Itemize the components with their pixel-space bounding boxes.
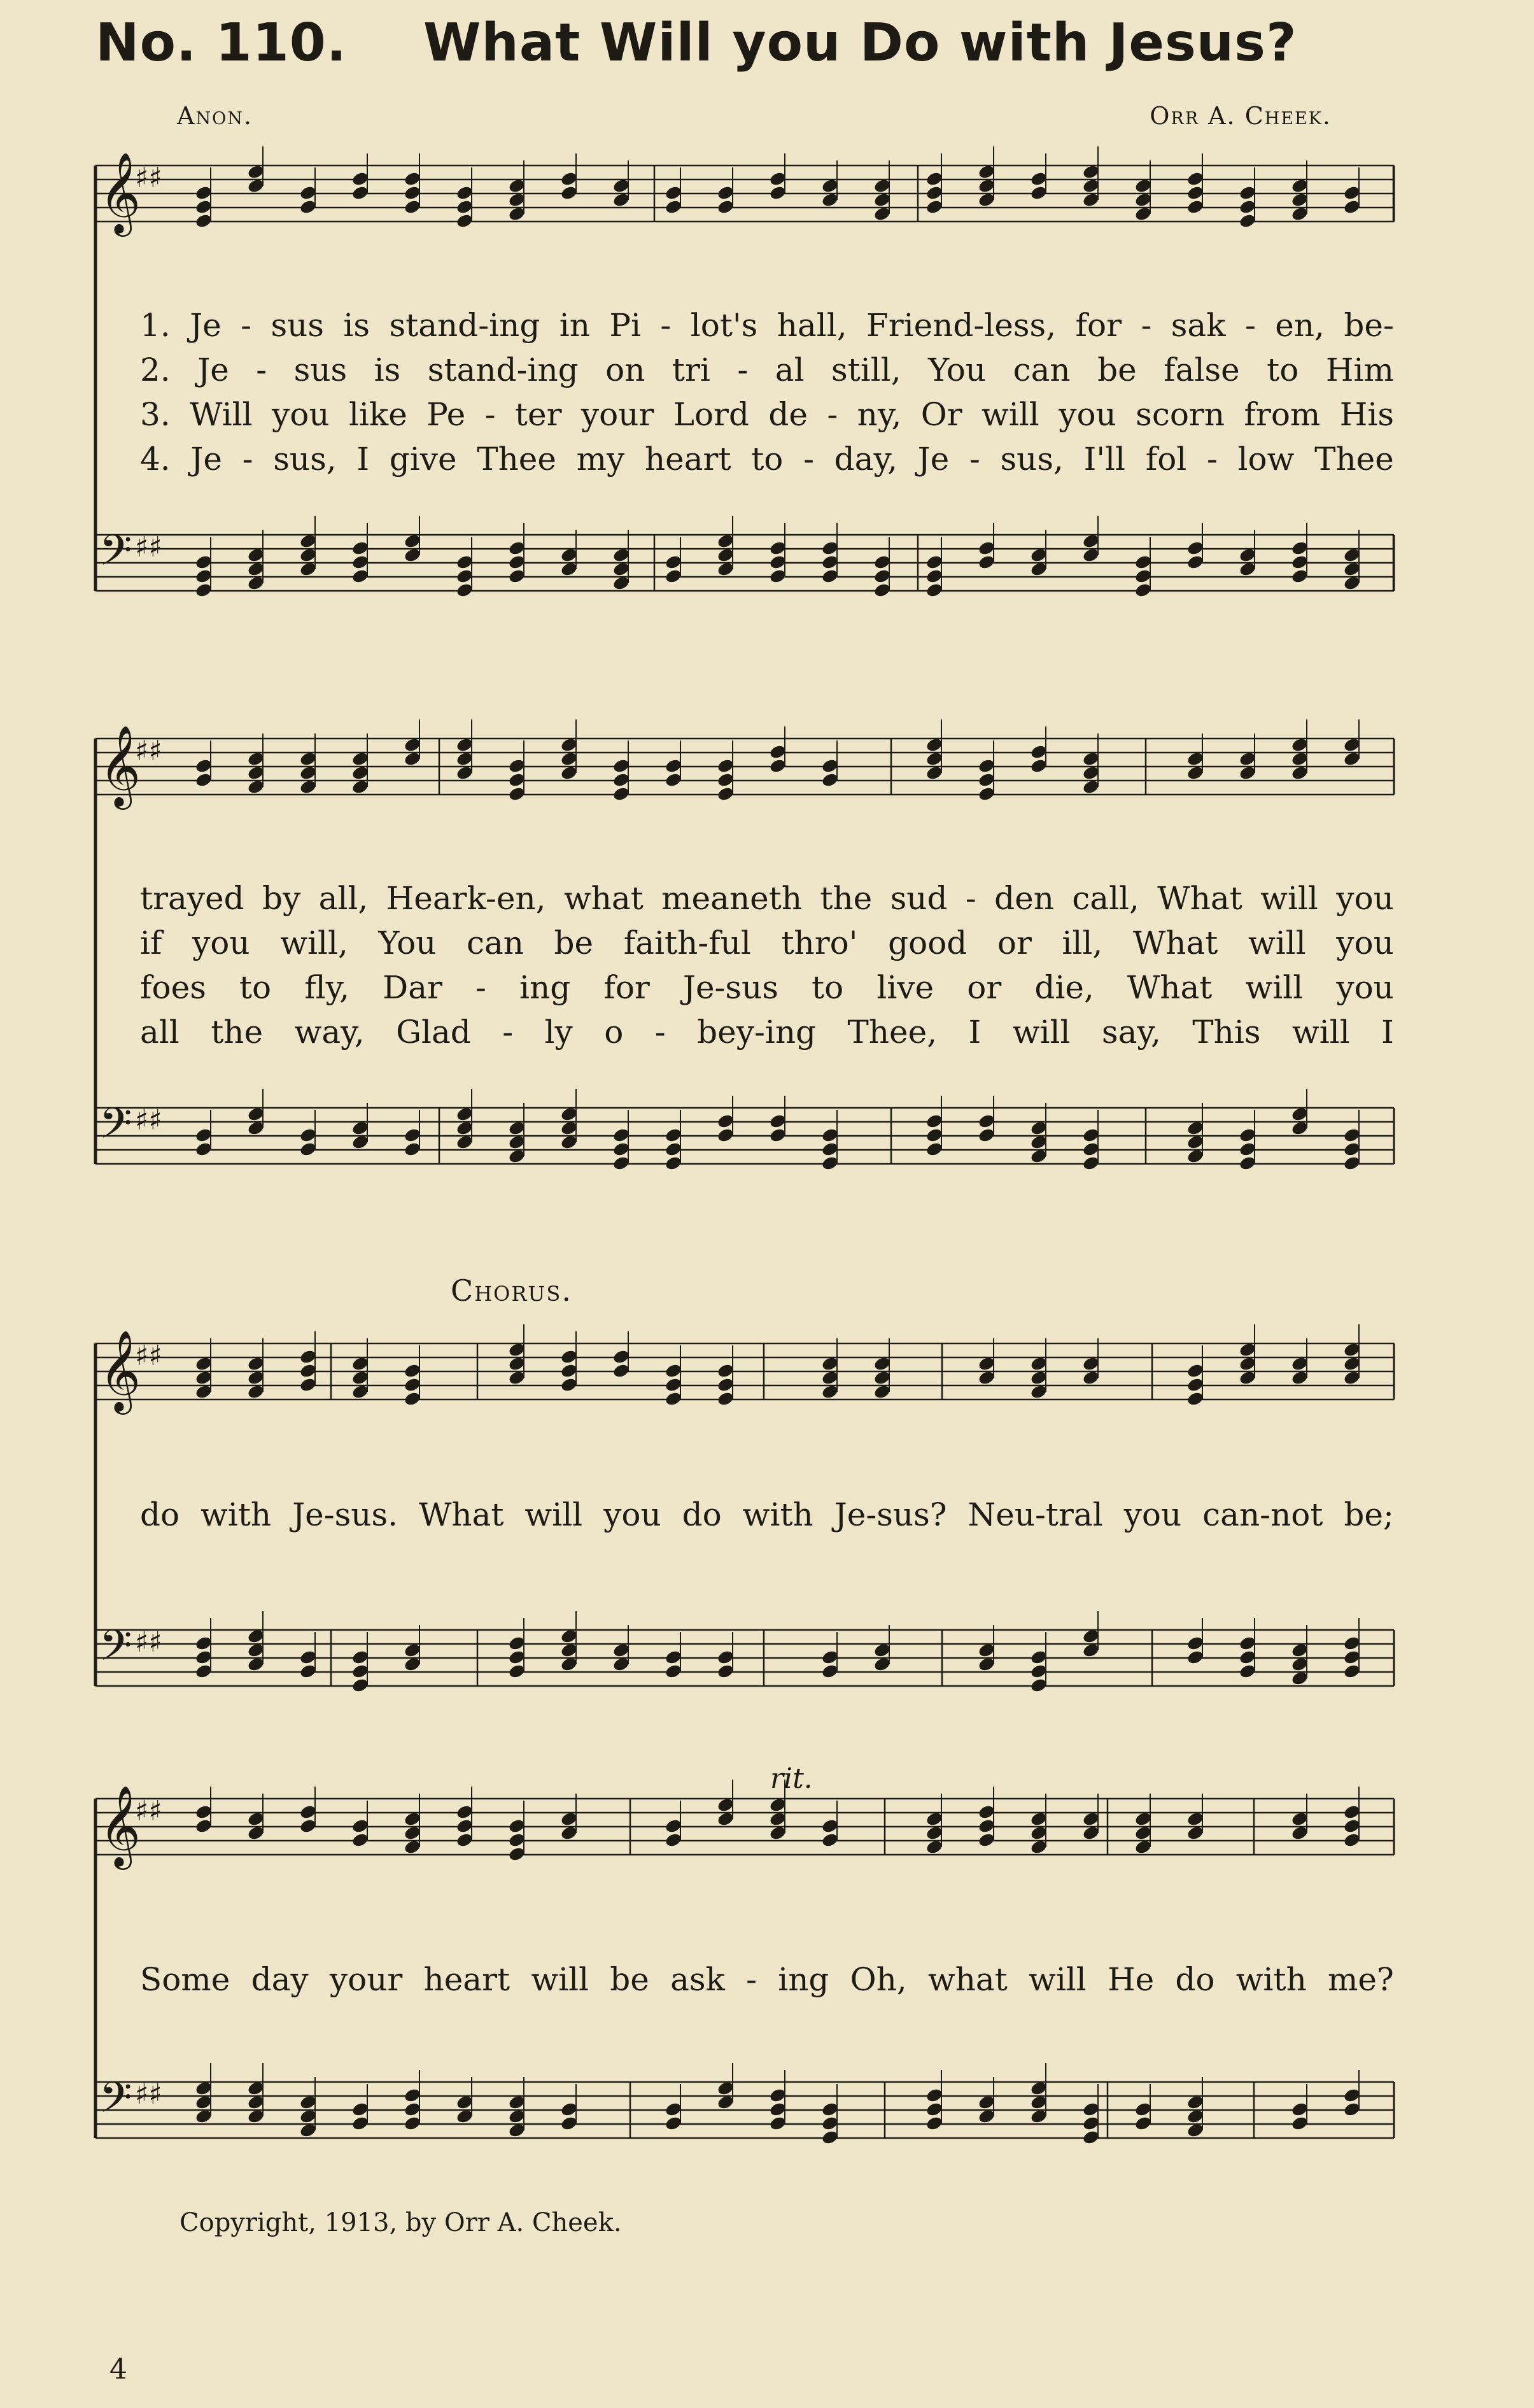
lyric-syllable: de (768, 396, 808, 433)
page-number: 4 (109, 2353, 127, 2386)
lyric-verse-4-part-1 (140, 441, 1394, 478)
lyric-syllable: Je-sus (682, 969, 778, 1006)
music-system-2 (95, 713, 1394, 1216)
lyric-syllable: 2. (140, 351, 171, 388)
lyric-syllable: en, (1275, 307, 1325, 344)
lyric-syllable: I (356, 441, 370, 478)
music-staff (95, 1611, 1394, 1694)
lyric-syllable: - (484, 396, 496, 433)
lyric-syllable: Pe (426, 396, 466, 433)
lyric-syllable: den (994, 880, 1054, 917)
music-staff (95, 1324, 1394, 1415)
lyric-syllable: meaneth (661, 880, 803, 917)
lyric-syllable: - (746, 1961, 757, 1998)
lyric-syllable: give (389, 441, 457, 478)
lyric-syllable: die, (1034, 969, 1094, 1006)
lyric-syllable: do (682, 1496, 722, 1533)
lyric-syllable: ly (544, 1014, 573, 1051)
lyric-syllable: me? (1328, 1961, 1394, 1998)
treble-clef-icon: 𝄞 (99, 725, 141, 806)
lyric-syllable: day (251, 1961, 309, 1998)
lyric-syllable: ter (514, 396, 562, 433)
lyric-syllable: say, (1101, 1014, 1161, 1051)
lyric-syllable: - (241, 307, 252, 344)
lyric-syllable: live (876, 969, 934, 1006)
music-staff (95, 719, 1394, 810)
lyric-syllable: He (1108, 1961, 1155, 1998)
lyric-syllable: - (502, 1014, 514, 1051)
hymn-title: What Will you Do with Jesus? (423, 13, 1297, 73)
lyric-syllable: ill, (1062, 924, 1103, 961)
lyric-syllable: you (1336, 880, 1394, 917)
lyric-syllable: be; (1344, 1496, 1394, 1533)
lyric-syllable: - (242, 441, 253, 478)
lyric-syllable: hall, (777, 307, 847, 344)
key-signature-icon: ♯♯ (135, 1104, 162, 1137)
lyric-syllable: sus (293, 351, 348, 388)
key-signature-icon: ♯♯ (135, 1340, 162, 1372)
lyric-syllable: 3. (140, 396, 171, 433)
lyric-syllable: Heark-en, (386, 880, 546, 917)
lyric-syllable: will (1248, 924, 1306, 961)
lyric-syllable: - (256, 351, 267, 388)
lyric-verse-4-part-2 (140, 1014, 1394, 1051)
lyric-syllable: like (348, 396, 407, 433)
lyric-syllable: your (329, 1961, 403, 1998)
lyric-syllable: Lord (673, 396, 749, 433)
lyric-syllable: heart (644, 441, 731, 478)
music-credit: Orr A. Cheek. (1150, 102, 1332, 130)
lyric-syllable: - (1206, 441, 1218, 478)
lyric-syllable: fly, (304, 969, 350, 1006)
lyric-syllable: You (928, 351, 987, 388)
lyric-syllable: will (982, 396, 1039, 433)
bass-clef-icon: 𝄢 (99, 526, 132, 585)
copyright-notice: Copyright, 1913, by Orr A. Cheek. (179, 2208, 622, 2237)
lyric-syllable: call, (1072, 880, 1139, 917)
lyric-syllable: be- (1344, 307, 1394, 344)
lyric-syllable: - (1244, 307, 1256, 344)
lyric-syllable: ing (778, 1961, 829, 1998)
lyric-syllable: Will (190, 396, 253, 433)
lyric-syllable: fol (1145, 441, 1187, 478)
lyric-syllable: can (466, 924, 524, 961)
lyric-syllable: ny, (857, 396, 902, 433)
music-staff (95, 516, 1394, 598)
lyric-syllable: be (610, 1961, 649, 1998)
lyric-syllable: you (1336, 969, 1394, 1006)
lyric-syllable: Thee (477, 441, 556, 478)
lyric-syllable: 4. (140, 441, 171, 478)
lyric-syllable: What (1132, 924, 1218, 961)
lyric-syllable: is (374, 351, 401, 388)
music-staff (95, 1089, 1394, 1172)
lyric-syllable: tri (672, 351, 710, 388)
lyric-syllable: - (803, 441, 814, 478)
lyric-syllable: I (1381, 1014, 1394, 1051)
lyric-syllable: false (1164, 351, 1240, 388)
lyric-syllable: Friend-less, (866, 307, 1057, 344)
lyric-syllable: What (1157, 880, 1242, 917)
lyric-syllable: Je-sus? (834, 1496, 947, 1533)
lyric-syllable: you (1059, 396, 1116, 433)
music-system-1 (95, 140, 1394, 662)
lyric-syllable: - (475, 969, 486, 1006)
lyric-syllable: I (968, 1014, 982, 1051)
key-signature-icon: ♯♯ (135, 1795, 162, 1827)
ritardando-marking: rit. (770, 1762, 813, 1795)
lyric-syllable: What (418, 1496, 504, 1533)
lyric-syllable: Glad (396, 1014, 471, 1051)
lyric-syllable: trayed (140, 880, 244, 917)
lyric-syllable: will (1029, 1961, 1087, 1998)
hymn-title-line (95, 13, 1297, 73)
lyric-syllable: You (378, 924, 437, 961)
lyric-syllable: the (211, 1014, 264, 1051)
lyric-syllable: scorn (1136, 396, 1225, 433)
lyric-chorus-line-1 (140, 1496, 1394, 1533)
lyric-syllable: lot's (690, 307, 758, 344)
lyric-syllable: low (1237, 441, 1295, 478)
lyric-syllable: to (812, 969, 844, 1006)
lyric-syllable: still, (831, 351, 901, 388)
lyric-syllable: His (1339, 396, 1394, 433)
lyric-syllable: you (1123, 1496, 1182, 1533)
lyric-syllable: - (1141, 307, 1152, 344)
lyric-syllable: al (775, 351, 805, 388)
lyric-syllable: - (660, 307, 672, 344)
lyric-syllable: to (1267, 351, 1299, 388)
lyric-syllable: stand-ing (389, 307, 540, 344)
lyric-syllable: on (605, 351, 645, 388)
lyric-syllable: to (751, 441, 784, 478)
lyric-syllable: Pi (609, 307, 642, 344)
lyric-syllable: sud (890, 880, 948, 917)
lyric-syllable: all, (318, 880, 369, 917)
treble-clef-icon: 𝄞 (99, 1329, 141, 1411)
lyric-verse-3-part-2 (140, 969, 1394, 1006)
chorus-label: Chorus. (451, 1273, 572, 1308)
lyric-syllable: will, (280, 924, 348, 961)
lyric-syllable: what (563, 880, 644, 917)
lyric-syllable: you (192, 924, 250, 961)
words-credit: Anon. (177, 102, 253, 130)
lyric-syllable: Neu-tral (968, 1496, 1103, 1533)
lyric-syllable: with (201, 1496, 272, 1533)
lyric-syllable: your (581, 396, 654, 433)
lyric-syllable: for (603, 969, 650, 1006)
key-signature-icon: ♯♯ (135, 735, 162, 767)
lyric-syllable: or (967, 969, 1002, 1006)
lyric-syllable: will (531, 1961, 589, 1998)
lyric-syllable: Thee (1314, 441, 1394, 478)
lyric-syllable: will (524, 1496, 583, 1533)
lyric-verse-1-part-2 (140, 880, 1394, 917)
lyric-syllable: Je-sus. (292, 1496, 398, 1533)
music-system-3 (95, 1312, 1394, 1745)
lyric-syllable: sak (1171, 307, 1226, 344)
lyric-syllable: - (827, 396, 838, 433)
lyric-syllable: thro' (781, 924, 858, 961)
lyric-syllable: Some (140, 1961, 230, 1998)
lyric-syllable: will (1260, 880, 1318, 917)
lyric-syllable: by (262, 880, 301, 917)
lyric-syllable: way, (294, 1014, 365, 1051)
bass-clef-icon: 𝄢 (99, 1621, 132, 1680)
music-staff (95, 1780, 1394, 1870)
lyric-syllable: be (1097, 351, 1137, 388)
lyric-syllable: to (239, 969, 272, 1006)
lyric-syllable: Je (190, 441, 223, 478)
lyric-syllable: is (343, 307, 370, 344)
lyric-verse-2-part-2 (140, 924, 1394, 961)
lyric-syllable: Je (197, 351, 229, 388)
lyric-syllable: I'll (1083, 441, 1126, 478)
lyric-syllable: stand-ing (427, 351, 579, 388)
music-staff (95, 2063, 1394, 2146)
lyric-syllable: do (1175, 1961, 1215, 1998)
key-signature-icon: ♯♯ (135, 162, 162, 194)
lyric-syllable: in (559, 307, 590, 344)
key-signature-icon: ♯♯ (135, 2078, 162, 2111)
lyric-syllable: do (140, 1496, 180, 1533)
lyric-syllable: ask (670, 1961, 725, 1998)
lyric-syllable: can (1013, 351, 1071, 388)
lyric-syllable: the (820, 880, 873, 917)
lyric-syllable: all (140, 1014, 179, 1051)
lyric-syllable: or (997, 924, 1032, 961)
lyric-verse-1-part-1 (140, 307, 1394, 344)
bass-clef-icon: 𝄢 (99, 2073, 132, 2132)
lyric-verse-2-part-1 (140, 351, 1394, 388)
lyric-syllable: if (140, 924, 162, 961)
lyric-syllable: Je (917, 441, 950, 478)
lyric-syllable: - (737, 351, 749, 388)
music-system-4 (95, 1762, 1394, 2178)
lyric-syllable: Thee, (847, 1014, 938, 1051)
lyric-syllable: for (1075, 307, 1122, 344)
lyric-syllable: sus (271, 307, 325, 344)
lyric-syllable: will (1291, 1014, 1350, 1051)
lyric-syllable: with (742, 1496, 813, 1533)
music-staff (95, 146, 1394, 237)
bass-clef-icon: 𝄢 (99, 1099, 132, 1158)
lyric-syllable: faith-ful (623, 924, 751, 961)
lyric-syllable: you (272, 396, 330, 433)
hymn-number: No. 110. (95, 13, 347, 73)
lyric-syllable: bey-ing (697, 1014, 817, 1051)
lyric-syllable: foes (140, 969, 206, 1006)
treble-clef-icon: 𝄞 (99, 1785, 141, 1866)
lyric-syllable: - (965, 880, 976, 917)
lyric-syllable: sus, (273, 441, 337, 478)
lyric-syllable: Dar (383, 969, 442, 1006)
lyric-syllable: Oh, (850, 1961, 907, 1998)
lyric-syllable: Or (920, 396, 962, 433)
lyric-syllable: day, (834, 441, 897, 478)
lyric-syllable: o (604, 1014, 624, 1051)
key-signature-icon: ♯♯ (135, 531, 162, 563)
lyric-syllable: from (1244, 396, 1321, 433)
treble-clef-icon: 𝄞 (99, 152, 141, 233)
lyric-syllable: you (603, 1496, 661, 1533)
lyric-verse-3-part-1 (140, 396, 1394, 433)
lyric-chorus-line-2 (140, 1961, 1394, 1998)
lyric-syllable: can-not (1202, 1496, 1323, 1533)
lyric-syllable: This (1192, 1014, 1261, 1051)
lyric-syllable: Him (1325, 351, 1394, 388)
lyric-syllable: ing (519, 969, 571, 1006)
sheet-music-notation (95, 713, 1394, 1216)
lyric-syllable: with (1235, 1961, 1307, 1998)
lyric-syllable: Je (190, 307, 222, 344)
lyric-syllable: be (554, 924, 594, 961)
lyric-syllable: - (969, 441, 980, 478)
lyric-syllable: you (1336, 924, 1394, 961)
lyric-syllable: - (654, 1014, 666, 1051)
lyric-syllable: 1. (140, 307, 171, 344)
lyric-syllable: heart (423, 1961, 510, 1998)
lyric-syllable: sus, (1000, 441, 1064, 478)
lyric-syllable: what (927, 1961, 1008, 1998)
key-signature-icon: ♯♯ (135, 1626, 162, 1659)
lyric-syllable: will (1012, 1014, 1071, 1051)
lyric-syllable: my (576, 441, 625, 478)
lyric-syllable: What (1127, 969, 1213, 1006)
lyric-syllable: will (1245, 969, 1304, 1006)
lyric-syllable: good (888, 924, 968, 961)
